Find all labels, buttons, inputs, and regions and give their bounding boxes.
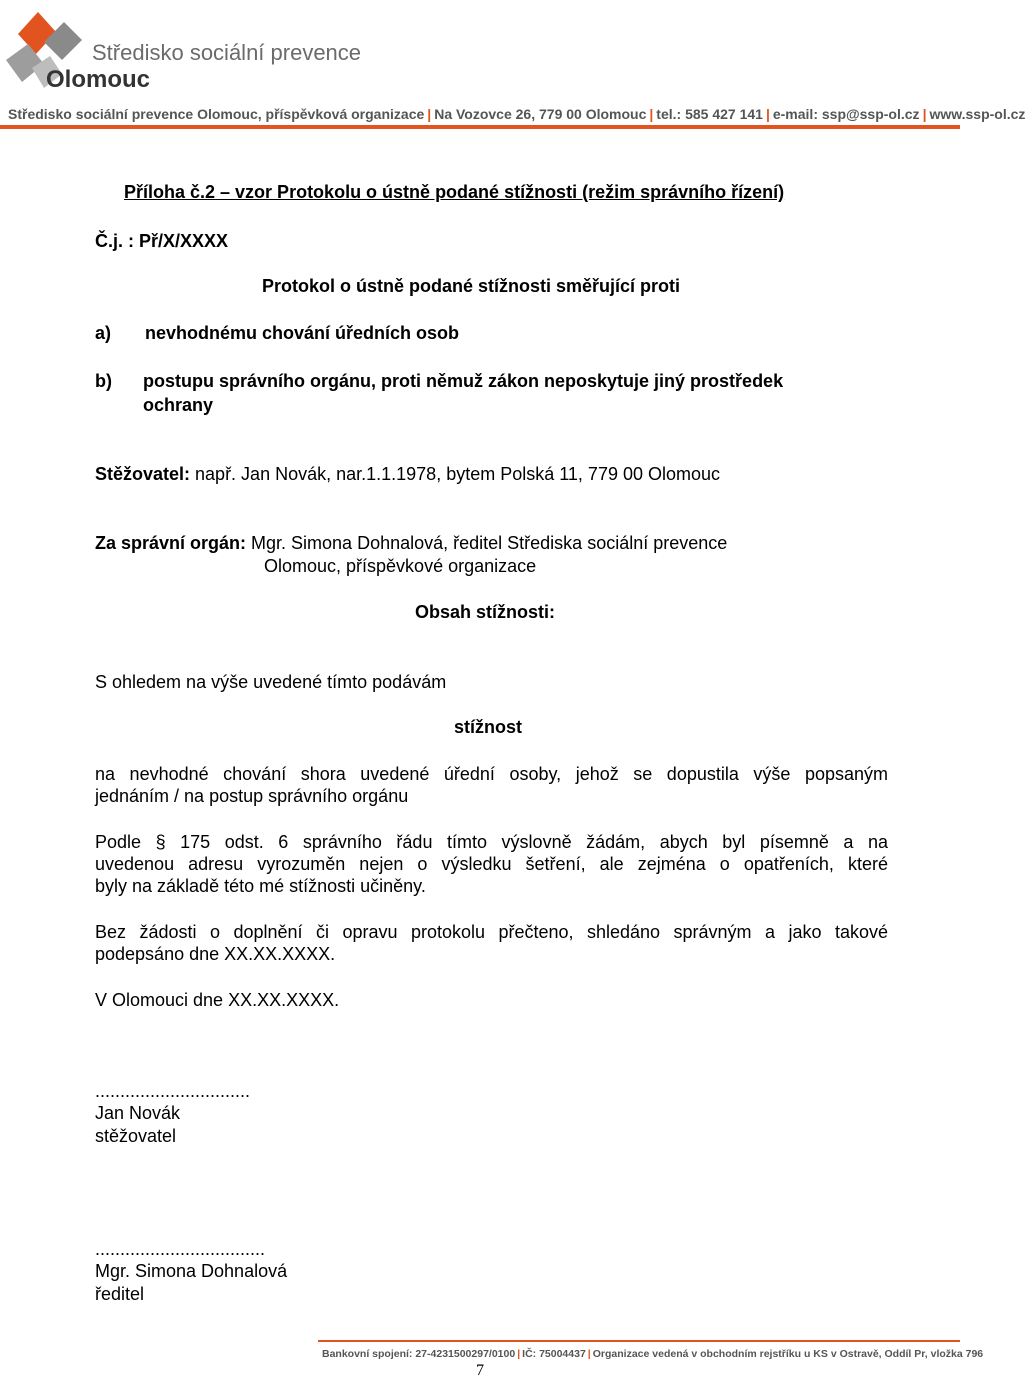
content-heading: Obsah stížnosti: (415, 602, 556, 622)
paragraph-line: jednáním / na postup správního orgánu (95, 786, 409, 806)
authority-continuation: Olomouc, příspěvkové organizace (264, 556, 537, 576)
complaint-heading: stížnost (454, 717, 523, 737)
protocol-title: Protokol o ústně podané stížnosti směřující proti (262, 276, 681, 296)
complainant-value: např. Jan Novák, nar.1.1.1978, bytem Polská 11, 779 00 Olomouc (190, 464, 721, 484)
footer-info: Bankovní spojení: 27-4231500297/0100 | IČ: 75004437 | Organizace vedená v obchodním rejstříku u KS v Ostravě, Oddíl Pr, vložka 796 (322, 1348, 984, 1360)
contact-email[interactable]: e-mail: ssp@ssp-ol.cz (772, 106, 920, 122)
header-divider (0, 125, 960, 129)
item-a-letter: a) (95, 323, 112, 343)
complainant-label: Stěžovatel: (95, 464, 191, 484)
org-name: Středisko sociální prevence (92, 40, 362, 65)
notification-paragraph (95, 831, 888, 897)
place-date: V Olomouci dne XX.XX.XXXX. (95, 990, 340, 1010)
footer-bank: Bankovní spojení: 27-4231500297/0100 (322, 1348, 516, 1360)
item-b-text: postupu správního orgánu, proti němuž zákon neposkytuje jiný prostředek (143, 371, 784, 391)
appendix-title: Příloha č.2 – vzor Protokolu o ústně podané stížnosti (režim správního řízení) (124, 182, 785, 202)
complainant-role: stěžovatel (95, 1126, 177, 1146)
item-a-text: nevhodnému chování úředních osob (145, 323, 460, 343)
director-role: ředitel (95, 1284, 145, 1304)
signature-line-complainant: ............................... (95, 1081, 251, 1101)
contact-bar: Středisko sociální prevence Olomouc, příspěvková organizace | Na Vozovce 26, 779 00 Olomouc | tel.: 585 427 141 | e-mail: ssp@ssp-ol.cz | www.ssp-ol.cz (8, 106, 1025, 122)
footer-registry: Organizace vedená v obchodním rejstříku u KS v Ostravě, Oddíl Pr, vložka 796 (592, 1348, 984, 1360)
paragraph-line: podepsáno dne XX.XX.XXXX. (95, 944, 336, 964)
authority-line (95, 532, 727, 554)
item-b-continuation: ochrany (143, 395, 214, 415)
paragraph-line: Bez žádosti o doplnění či opravu protokolu přečteno, shledáno správným a jako takové (95, 922, 888, 942)
contact-web[interactable]: www.ssp-ol.cz (929, 106, 1025, 122)
signature-statement (95, 921, 888, 965)
reference-number: Č.j. : Př/X/XXXX (95, 231, 229, 251)
paragraph-line: na nevhodné chování shora uvedené úřední osoby, jehož se dopustila výše popsaným (95, 764, 888, 784)
contact-address: Na Vozovce 26, 779 00 Olomouc (434, 106, 647, 122)
org-city: Olomouc (46, 66, 151, 93)
contact-phone: tel.: 585 427 141 (656, 106, 763, 122)
paragraph-line: Podle § 175 odst. 6 správního řádu tímto výslovně žádám, abych byl písemně a na (95, 832, 888, 852)
authority-value: Mgr. Simona Dohnalová, ředitel Střediska sociální prevence (246, 533, 728, 553)
letterhead (0, 0, 1025, 130)
signature-line-director: .................................. (95, 1239, 266, 1259)
footer-ico: IČ: 75004437 (522, 1348, 586, 1360)
paragraph-line: byly na základě této mé stížnosti učiněny. (95, 876, 426, 896)
director-name: Mgr. Simona Dohnalová (95, 1261, 288, 1281)
page-number: 7 (476, 1362, 484, 1379)
complainant-line (95, 463, 720, 485)
paragraph-line: uvedenou adresu vyrozuměn nejen o výsledku šetření, ale zejména o opatřeních, které (95, 854, 888, 874)
complaint-paragraph (95, 763, 888, 807)
complainant-name: Jan Novák (95, 1103, 181, 1123)
footer-divider (318, 1340, 960, 1342)
authority-label: Za správní orgán: (95, 533, 247, 553)
intro-text: S ohledem na výše uvedené tímto podávám (95, 672, 447, 692)
contact-org: Středisko sociální prevence Olomouc, příspěvková organizace (8, 106, 425, 122)
item-b-letter: b) (95, 371, 112, 391)
